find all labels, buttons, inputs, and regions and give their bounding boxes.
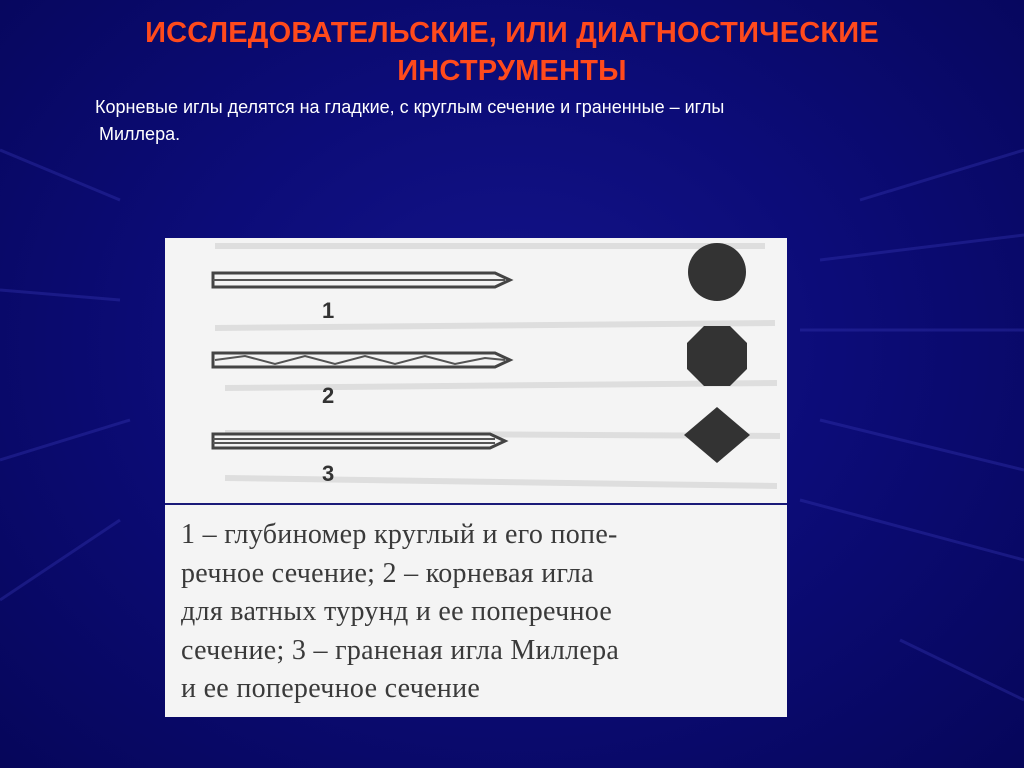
diamond-icon [684, 407, 750, 463]
caption-line: для ватных турунд и ее поперечное [181, 596, 613, 627]
needle-1-drawing [213, 273, 510, 287]
needle-1-label: 1 [322, 298, 335, 323]
needle-3-drawing [213, 434, 505, 448]
octagon-icon [687, 326, 747, 386]
needle-figure [165, 238, 787, 717]
caption-line: сечение; 3 – граненая игла Миллера [181, 634, 620, 666]
slide-title [0, 14, 1024, 90]
caption-line: речное сечение; 2 – корневая игла [181, 557, 594, 589]
circle-icon [688, 243, 746, 301]
needle-2-label: 2 [322, 383, 335, 408]
subtitle-line-1: Корневые иглы делятся на гладкие, с круглым сечение и граненные – иглы [95, 97, 725, 117]
title-line-1: ИССЛЕДОВАТЕЛЬСКИЕ, ИЛИ ДИАГНОСТИЧЕСКИЕ [145, 17, 879, 49]
figure-caption [181, 516, 777, 709]
caption-line: и ее поперечное сечение [181, 673, 481, 704]
needle-drawing [165, 238, 787, 503]
slide-subtitle [95, 94, 925, 148]
figure-divider [165, 503, 787, 505]
title-line-2: ИНСТРУМЕНТЫ [397, 55, 627, 87]
subtitle-line-2: Миллера. [99, 124, 181, 144]
needle-2-drawing [213, 353, 510, 367]
needle-3-label: 3 [322, 461, 335, 486]
caption-line: 1 – глубиномер круглый и его попе- [181, 519, 618, 550]
